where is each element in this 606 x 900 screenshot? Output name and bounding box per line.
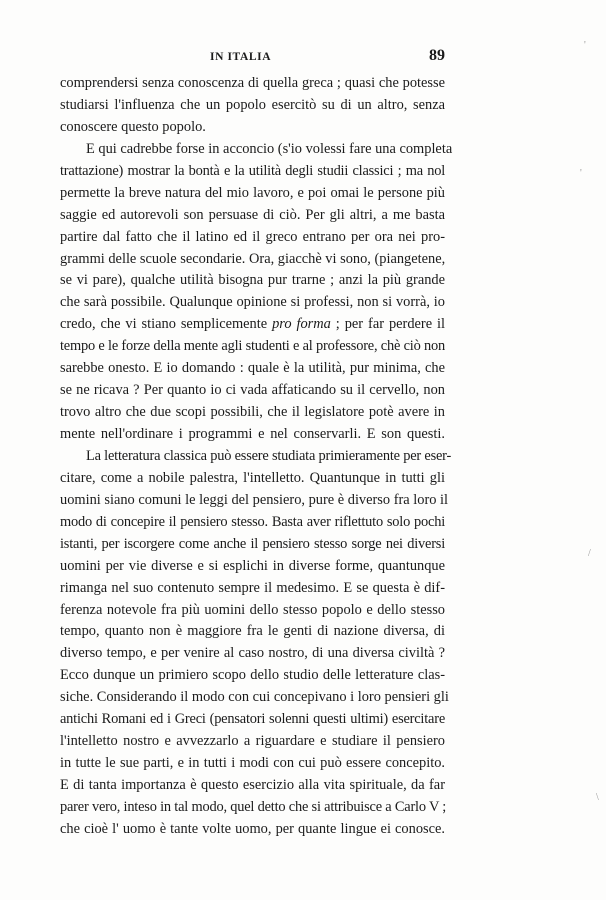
text-line: E qui cadrebbe forse in acconcio (s'io volessi fare una completa bbox=[86, 140, 453, 157]
text-line: tempo e le forze della mente agli studenti e al professore, chè ciò non bbox=[60, 338, 445, 355]
text-line: mente nell'ordinare i programmi e nel conservarli. E son questi. bbox=[60, 426, 445, 442]
text-line: partire dal fatto che il latino ed il greco entrano per ora nei pro- bbox=[60, 228, 445, 245]
text-line: modo di concepire il pensiero stesso. Basta aver riflettuto solo pochi bbox=[60, 513, 445, 530]
text-line: se ne ricava ? Per quanto io ci vada affaticando su il cervello, non bbox=[60, 382, 445, 399]
text-line: E di tanta importanza è questo esercizio alla vita spirituale, da far bbox=[60, 777, 445, 793]
text-segment: ; per far perdere il bbox=[330, 316, 446, 333]
text-line-with-italic bbox=[60, 314, 445, 336]
running-head: IN ITALIA bbox=[210, 51, 272, 63]
text-line: La letteratura classica può essere studiata primieramente per eser- bbox=[86, 447, 452, 464]
text-line: sarebbe onesto. E io domando : quale è la utilità, pur minima, che bbox=[60, 360, 445, 377]
text-line: siche. Considerando il modo con cui concepivano i loro pensieri gli bbox=[60, 689, 449, 706]
text-line: grammi delle scuole secondarie. Ora, giacchè vi sono, (piangetene, bbox=[60, 250, 446, 267]
text-line: Ecco dunque un primiero scopo dello studio delle letterature clas- bbox=[60, 667, 445, 684]
text-line: permette la breve natura del mio lavoro, e poi omai le persone più bbox=[60, 184, 445, 201]
text-line: istanti, per iscorgere come anche il pensiero stesso sorge nei diversi bbox=[60, 535, 445, 552]
text-line: che cioè l' uomo è tante volte uomo, per quante lingue ei conosce. bbox=[60, 820, 445, 837]
text-line: l'intelletto nostro e avvezzarlo a riguardare e studiare il pensiero bbox=[60, 733, 445, 750]
page-header bbox=[60, 49, 445, 69]
scan-speck: ' bbox=[584, 40, 586, 51]
text-line: studiarsi l'influenza che un popolo esercitò su di un altro, senza bbox=[60, 96, 445, 113]
scan-speck: ' bbox=[580, 168, 582, 179]
text-line: trovo altro che due scopi possibili, che il legislatore potè avere in bbox=[60, 404, 445, 421]
text-line: se vi pare), qualche utilità bisogna pur trarne ; anzi la più grande bbox=[60, 272, 445, 289]
page-number: 89 bbox=[429, 47, 445, 64]
scan-speck: \ bbox=[596, 792, 599, 803]
text-line: rimanga nel suo contenuto sempre il medesimo. E se questa è dif- bbox=[60, 579, 445, 596]
text-line: ferenza notevole fra più uomini dello stesso popolo e dello stesso bbox=[60, 601, 445, 618]
text-line: citare, come a nobile palestra, l'intelletto. Quantunque in tutti gli bbox=[60, 469, 445, 486]
text-line: uomini per vie diverse e si esplichi in diverse forme, quantunque bbox=[60, 557, 445, 574]
text-line: tempo, quanto non è maggiore fra le genti di nazione diversa, di bbox=[60, 623, 445, 640]
text-line: uomini siano comuni le leggi del pensiero, pure è diverso fra loro il bbox=[60, 491, 449, 508]
text-segment: credo, che vi stiano semplicemente bbox=[60, 316, 273, 333]
text-line: in tutte le sue parti, e in tutti i modi con cui può essere concepito. bbox=[60, 755, 445, 772]
text-line: saggie ed autorevoli son persuase di ciò. Per gli altri, a me basta bbox=[60, 206, 445, 223]
italic-phrase: pro forma bbox=[272, 316, 331, 333]
text-line: antichi Romani ed i Greci (pensatori solenni questi ultimi) esercitare bbox=[60, 711, 445, 728]
text-line: diverso tempo, e per venire al caso nostro, di una diversa civiltà ? bbox=[60, 645, 445, 662]
text-line: parer vero, inteso in tal modo, quel detto che si attribuisce a Carlo V ; bbox=[60, 798, 447, 815]
text-line: comprendersi senza conoscenza di quella greca ; quasi che potesse bbox=[60, 75, 445, 91]
scan-speck: / bbox=[588, 548, 591, 559]
text-line: conoscere questo popolo. bbox=[60, 118, 206, 135]
text-line: trattazione) mostrar la bontà e la utilità degli studii classici ; ma nol bbox=[60, 162, 445, 179]
text-line: che sarà possibile. Qualunque opinione si professi, non si vorrà, io bbox=[60, 294, 445, 311]
body-text bbox=[60, 73, 453, 841]
